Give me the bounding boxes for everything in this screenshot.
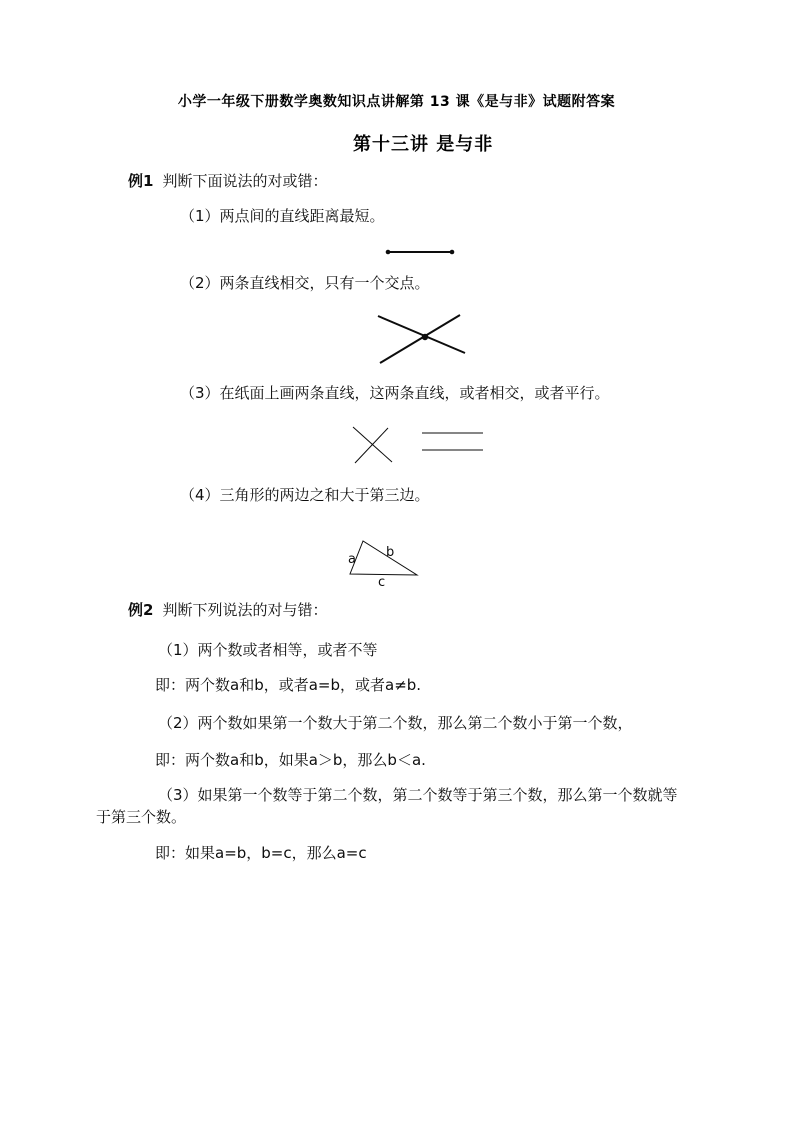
example1-item-4: （4）三角形的两边之和大于第三边。	[180, 486, 430, 504]
example2-item-3: （3）如果第一个数等于第二个数，第二个数等于第三个数，那么第一个数就等于第三个数。	[96, 786, 678, 826]
example2-label: 例2	[128, 601, 154, 619]
example2-item-3-note: 即：如果a=b，b=c，那么a=c	[155, 844, 367, 862]
example2-item-1: （1）两个数或者相等，或者不等	[158, 641, 378, 659]
triangle-side-a-label: a	[348, 552, 356, 567]
example2-item-1-note: 即：两个数a和b，或者a=b，或者a≠b.	[155, 676, 422, 694]
example1-item-2: （2）两条直线相交，只有一个交点。	[180, 274, 430, 292]
example2-item-2-note: 即：两个数a和b，如果a＞b，那么b＜a.	[155, 751, 426, 769]
example2-prompt	[128, 600, 327, 621]
example1-item-1: （1）两点间的直线距离最短。	[180, 207, 385, 225]
triangle-figure	[338, 527, 433, 589]
example1-prompt	[128, 171, 327, 192]
example1-label: 例1	[128, 172, 154, 190]
line-segment-figure	[384, 241, 456, 263]
example2-prompt-text: 判断下列说法的对与错：	[162, 601, 328, 619]
intersecting-lines-figure	[375, 309, 470, 369]
document-title: 小学一年级下册数学奥数知识点讲解第 13 课《是与非》试题附答案	[177, 94, 616, 110]
example1-item-3: （3）在纸面上画两条直线，这两条直线，或者相交，或者平行。	[180, 384, 610, 402]
triangle-side-c-label: c	[378, 575, 386, 589]
example1-prompt-text: 判断下面说法的对或错：	[162, 172, 328, 190]
cross-and-parallel-lines-figure	[350, 421, 490, 469]
triangle-side-b-label: b	[386, 545, 395, 560]
example2-item-2: （2）两个数如果第一个数大于第二个数，那么第二个数小于第一个数，	[158, 714, 633, 732]
lesson-heading: 第十三讲 是与非	[353, 134, 494, 155]
